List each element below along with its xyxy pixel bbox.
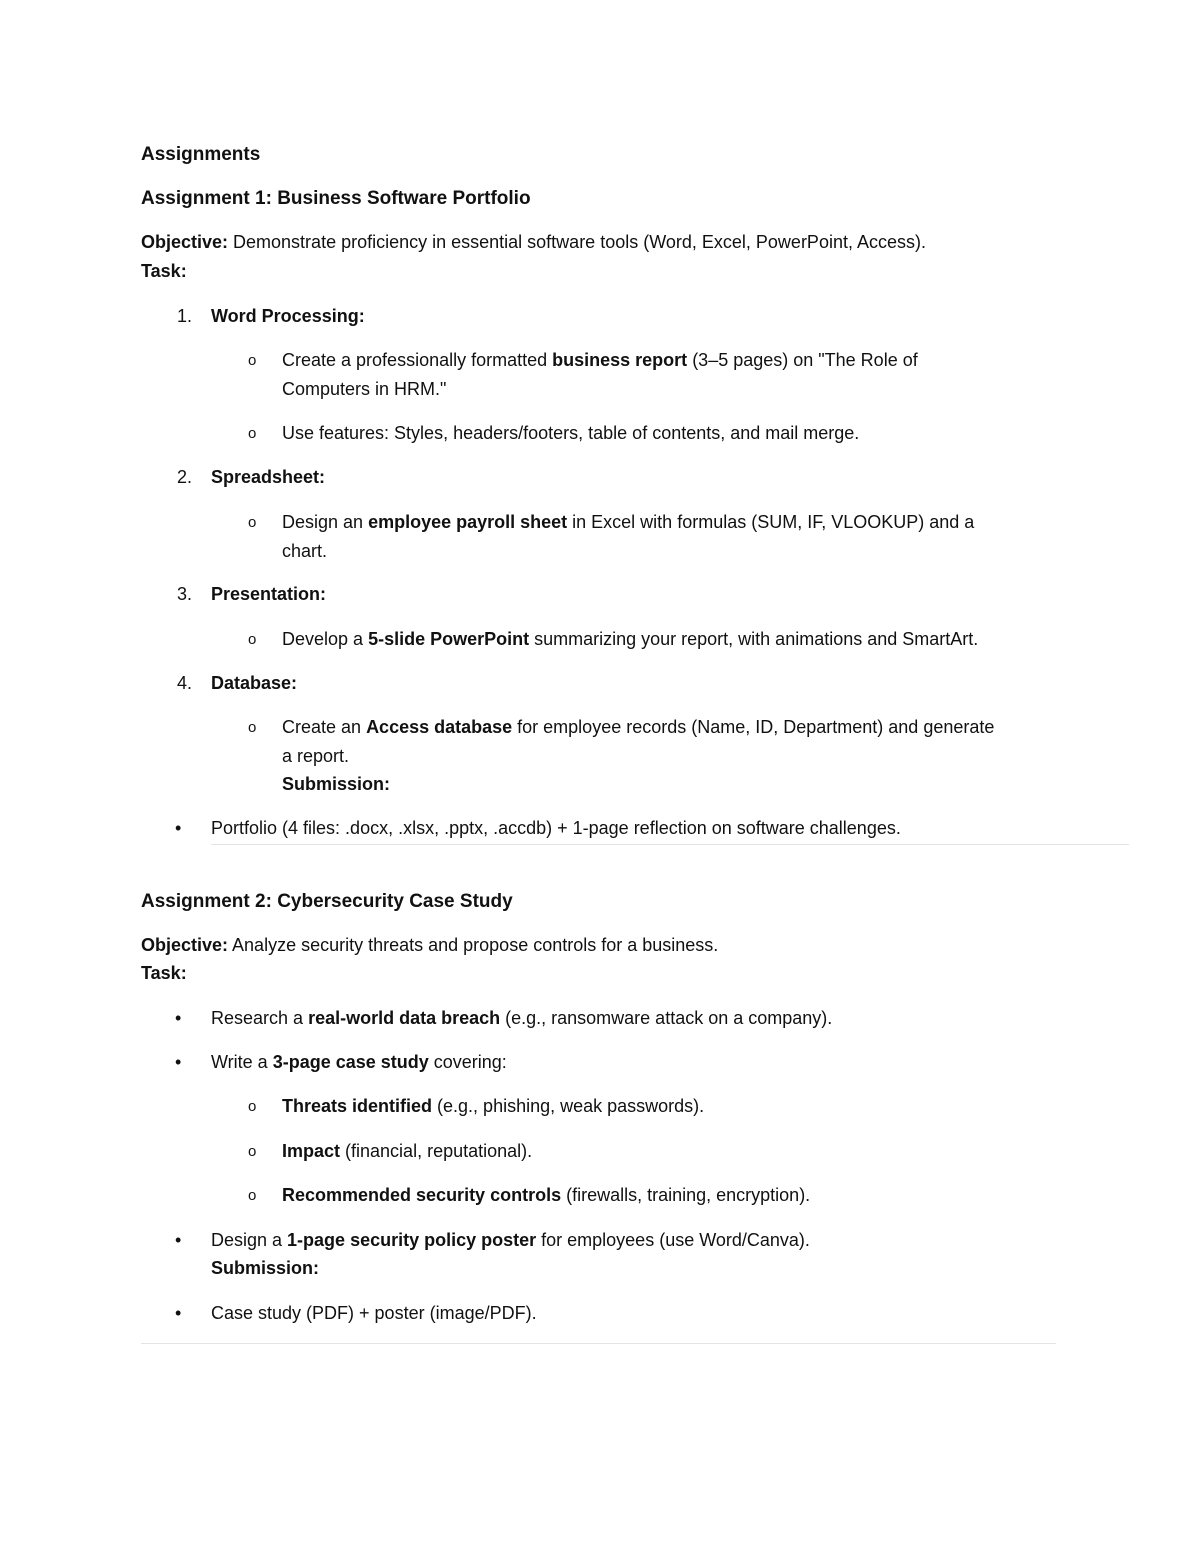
list-item-database: Database: [211, 673, 298, 693]
sub-item-business-report-cont: Computers in HRM." [282, 379, 447, 399]
bullet-item-research: Research a real-world data breach (e.g., ransomware attack on a company). [211, 1008, 833, 1028]
sub-item-impact: Impact (financial, reputational). [282, 1141, 533, 1161]
bullet-item-case-study: Write a 3-page case study covering: [211, 1052, 507, 1072]
bullet-item-poster: Design a 1-page security policy poster for employees (use Word/Canva). [211, 1230, 810, 1250]
sub-item-payroll-sheet-cont: chart. [282, 541, 328, 561]
assignment-2-objective: Objective: Analyze security threats and propose controls for a business. [141, 935, 719, 955]
objective-text: Demonstrate proficiency in essential software tools (Word, Excel, PowerPoint, Access). [228, 232, 926, 252]
bullet-marker: • [175, 1230, 182, 1250]
list-number: 2. [176, 467, 192, 487]
bullet-marker: • [175, 1303, 182, 1323]
sub-bullet-marker: o [248, 514, 257, 531]
list-number: 4. [176, 673, 192, 693]
sub-bullet-marker: o [248, 631, 257, 648]
sub-bullet-marker: o [248, 1098, 257, 1115]
document-title: Assignments [141, 144, 261, 165]
sub-item-access-database: Create an Access database for employee records (Name, ID, Department) and generate [282, 717, 995, 737]
assignment-1-submission-item: Portfolio (4 files: .docx, .xlsx, .pptx, .accdb) + 1-page reflection on software challenges. [211, 818, 901, 838]
sub-item-powerpoint: Develop a 5-slide PowerPoint summarizing your report, with animations and SmartArt. [282, 629, 979, 649]
list-item-presentation: Presentation: [211, 584, 327, 604]
assignment-2-task-label: Task: [141, 963, 187, 983]
sub-item-word-features: Use features: Styles, headers/footers, table of contents, and mail merge. [282, 423, 860, 443]
sub-item-controls: Recommended security controls (firewalls, training, encryption). [282, 1185, 811, 1205]
sub-bullet-marker: o [248, 719, 257, 736]
list-item-spreadsheet: Spreadsheet: [211, 467, 326, 487]
assignment-1-objective [141, 228, 926, 257]
list-number: 1. [176, 306, 192, 326]
assignment-1-heading: Assignment 1: Business Software Portfolio [141, 188, 531, 209]
divider [211, 844, 1129, 845]
sub-bullet-marker: o [248, 1187, 257, 1204]
bullet-marker: • [175, 1052, 182, 1072]
sub-item-payroll-sheet: Design an employee payroll sheet in Excel with formulas (SUM, IF, VLOOKUP) and a [282, 512, 975, 532]
sub-bullet-marker: o [248, 352, 257, 369]
sub-item-business-report: Create a professionally formatted business report (3–5 pages) on "The Role of [282, 350, 918, 370]
bullet-marker: • [175, 1008, 182, 1028]
sub-item-threats: Threats identified (e.g., phishing, weak passwords). [282, 1096, 705, 1116]
divider [141, 1343, 1056, 1344]
assignment-1-submission-label: Submission: [282, 774, 391, 794]
assignment-1-task-label: Task: [141, 261, 187, 281]
list-number: 3. [176, 584, 192, 604]
assignment-2-submission-label: Submission: [211, 1258, 320, 1278]
assignment-2-heading: Assignment 2: Cybersecurity Case Study [141, 891, 513, 912]
objective-label: Objective: [141, 232, 229, 252]
list-item-word-processing: Word Processing: [211, 306, 365, 326]
bullet-marker: • [175, 818, 182, 838]
sub-bullet-marker: o [248, 425, 257, 442]
sub-item-access-database-cont: a report. [282, 746, 350, 766]
assignment-2-submission-item: Case study (PDF) + poster (image/PDF). [211, 1303, 537, 1323]
sub-bullet-marker: o [248, 1143, 257, 1160]
